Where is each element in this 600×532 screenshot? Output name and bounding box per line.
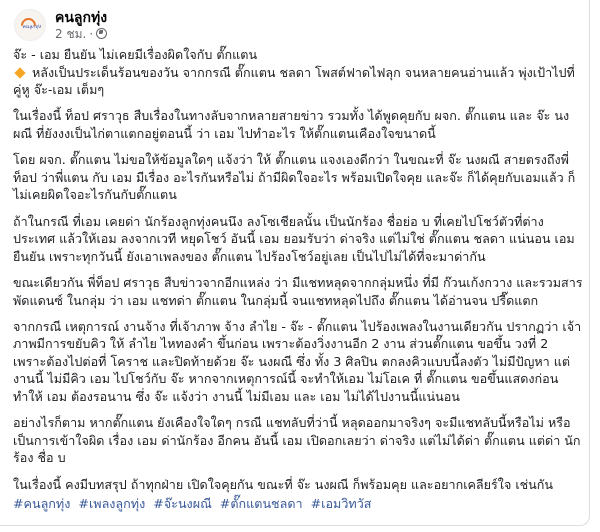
paragraph: ในเรื่องนี้ ท็อป ศราวุธ สืบเรื่องในทางลับจากหลายสายข่าว รวมทั้ง ได้พูดคุยกับ ผจก. ตั๊กแตน และ จ๊ะ นงผณี ที่ยังงงเป็นไก่ตาแตกอยู่ตอนนี้ ว่า เอม ไปทำอะไร ให้ตั๊กแตนเคืองใจขนาดนี้ [13,108,570,141]
paragraph: โดย ผจก. ตั๊กแตน ไม่ขอให้ข้อมูลใดๆ แจ้งว่า ให้ ตั๊กแตน แจงเองดีกว่า ในขณะที่ จ๊ะ นงผณี สายตรงถึงพี่ท็อป ว่าพี่แตน กับ เอม มีเรื่อง อะไรกันหรือไม่ ถ้ามีผิดใจอะไร พร้อมเปิดใจคุย และจ๊ะ ก็ได้คุยกับเอมแล้ว ก็ไม่เคยผิดใจอะไรกันกับตั๊กแตน [13,152,576,203]
hashtag-link[interactable]: #เพลงลูกทุ่ง [78,496,146,512]
hashtag-list [13,495,585,513]
paragraph: ขณะเดียวกัน พี่ท็อป ศราวุธ สืบข่าวจากอีกแหล่ง ว่า มีแชทหลุดจากกลุ่มหนึ่ง ที่มี ก๊วนเก้งกวาง และรวมสารพัดแดนซ์ ในกลุ่ม ว่า เอม แชทด่า ตั๊กแตน ในกลุ่มนี้ จนแชทหลุดไปถึง ตั๊กแตน ได้อ่านจน ปรี๊ดแตก [13,274,583,308]
hashtag-link[interactable]: #เอมวิทวัส [310,496,372,512]
page-name-link[interactable]: คนลูกทุ่ง [55,9,108,26]
hashtag-link[interactable]: #คนลูกทุ่ง [13,496,71,512]
orange-diamond-icon [14,67,25,78]
paragraph: จากกรณี เหตุการณ์ งานจ้าง ที่เจ้าภาพ จ้าง ลำไย - จ๊ะ - ตั๊กแตน ไปร้องเพลงในงานเดียวกัน ปรากฏว่า เจ้าภาพมีการขยับคิว ให้ ลำไย ไหทองคำ ขึ้นก่อน เพราะต้องวิ่งงานอีก 2 งาน ส่วนตั๊กแตน ขอขึ้น วงที่ 2 เพราะต้องไปต่อที่ โคราช และปิดท้ายด้วย จ๊ะ นงผณี ซึ่ง ทั้ง 3 ศิลปิน ตกลงคิวแบบนี้ลงตัว ไม่มีปัญหา แต่งานนี้ ไม่มีคิว เอม ไปโชว์กับ จ๊ะ หากจากเหตุการณ์นี้ จะทำให้เอม ไม่โอเค ที่ ตั๊กแตน ขอขึ้นแสดงก่อน ทำให้ เอม ต้องรอนาน ซึ่ง จ๊ะ แจ้งว่า งานนี้ ไม่มีเอม และ เอม ไม่ได้ไปงานนี้แน่นอน [13,318,582,405]
timestamp-row [55,27,107,41]
lead-text: หลังเป็นประเด็นร้อนของวัน จากกรณี ตั๊กแตน ชลดา โพสต์ฟาดไฟลุก จนหลายคนอ่านแล้ว พุ่งเป้าไปที่ คู่หู จ๊ะ-เอม เต็มๆ [13,64,575,98]
paragraph: ในเรื่องนี้ คงมีบทสรุป ถ้าทุกฝ่าย เปิดใจคุยกัน ขณะที่ จ๊ะ นงผณี ก็พร้อมคุย และอยากเคลียร์ใจ เช่นกัน [13,476,554,492]
paragraph: อย่างไรก็ตาม หากตั๊กแตน ยังเคืองใจใดๆ กรณี แชทลับที่ว่านี้ หลุดออกมาจริงๆ จะมีแชทลับนี้หรือไม่ หรือ เป็นการเข้าใจผิด เรื่อง เอม ด่านักร้อง อีกคน อันนี้ เอม เปิดอกเลยว่า ด่าจริง แต่ไม่ได้ด่า ตั๊กแตน แต่ด่า นักร้อง ชื่อ บ [13,415,581,466]
paragraph: ถ้าในกรณี ที่เอม เคยด่า นักร้องลูกทุ่งคนนึง ลงโซเชียลนั้น เป็นนักร้อง ชื่อย่อ บ ที่เคยไปโชว์ตัวที่ต่างประเทศ แล้วให้เอม ลงจากเวที หยุดโชว์ อันนี้ เอม ยอมรับว่า ด่าจริง แต่ไม่ใช่ ตั๊กแตน ชลดา แน่นอน เอมยืนยัน เพราะทุกวันนี้ ยังเอาเพลงของ ตั๊กแตน ไปร้องโชว์อยู่เลย เป็นไปไม่ได้ที่จะมาด่ากัน [13,213,575,264]
globe-icon[interactable] [96,28,107,39]
separator-dot: · [89,26,94,41]
post-title: จ๊ะ - เอม ยืนยัน ไม่เคยมีเรื่องผิดใจกับ ตั๊กแตน [13,47,258,62]
hashtag-link[interactable]: #ตั๊กแตนชลดา [219,496,303,512]
post-lead [13,64,585,99]
post-body [13,46,585,513]
page-avatar[interactable] [14,9,46,41]
hashtag-link[interactable]: #จ๊ะนงผณี [153,496,212,512]
post-header [14,8,107,42]
post-timestamp[interactable]: 2 ชม. [55,26,87,41]
avatar-logo-text: คนลูกทุ่ง [22,24,41,30]
post-meta [55,10,107,41]
